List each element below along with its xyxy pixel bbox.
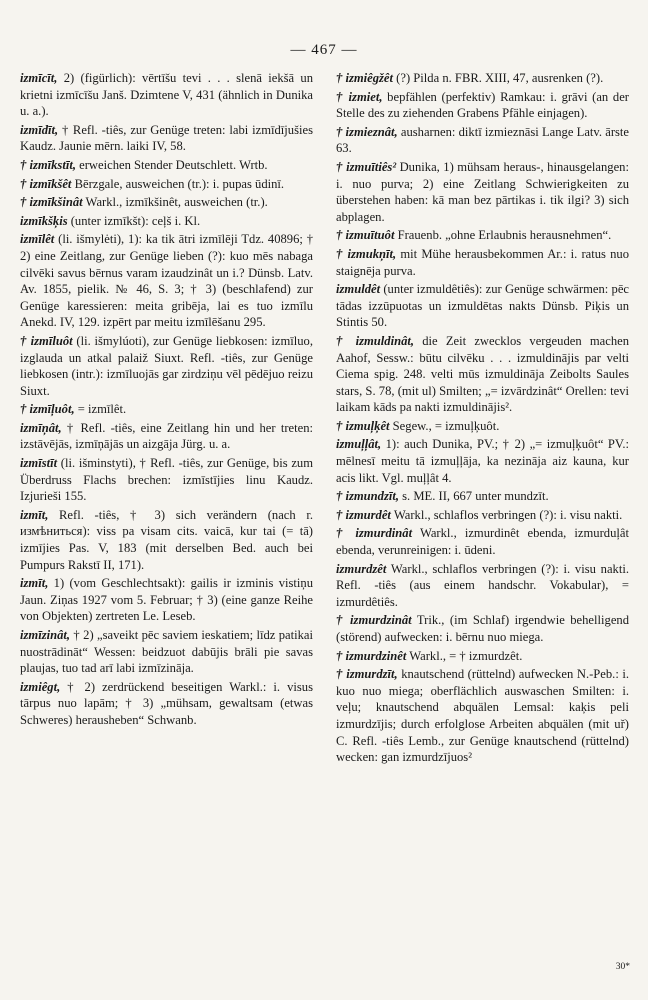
dictionary-entry [20, 575, 313, 625]
entry-headword: izmīkšķis [20, 213, 68, 228]
entry-definition: † 2) zerdrückend beseitigen Warkl.: i. visus tārpus nuo lapām; † 3) „mühsam, gewaltsam (etwas Schweres) herausheben“ Schwanb. [20, 679, 313, 727]
entry-definition: ausharnen: diktī izmieznāsi Lange Latv. ārste 63. [336, 124, 629, 156]
entry-headword: † izmieznât, [336, 124, 398, 139]
dictionary-entry [20, 333, 313, 399]
dictionary-entry [336, 612, 629, 645]
dictionary-entry [20, 679, 313, 729]
entry-definition: Warkl., izmurdinêt ebenda, izmurduļât ebenda, verunreinigen: i. ūdeni. [336, 526, 629, 558]
entry-headword: † izmurdinât [336, 526, 413, 541]
entry-headword: † izmiêgžêt [336, 71, 394, 85]
dictionary-entry [336, 418, 629, 435]
right-column [336, 70, 629, 768]
dictionary-entry [336, 488, 629, 505]
dictionary-entry [20, 401, 313, 418]
entry-definition: bepfählen (perfektiv) Ramkau: i. grāvi (an der Stelle des zu ziehenden Grabens Pfähle einjagen). [336, 89, 629, 121]
dictionary-entry [336, 159, 629, 225]
entry-headword: izmīt, [20, 576, 49, 591]
entry-definition: Warkl., schlaflos verbringen (?): i. visu nakti. Refl. -tiês (aus einem handschr. Vokabular), = izmurdêtiês. [336, 561, 629, 609]
entry-headword: † izmurdêt [336, 507, 391, 522]
signature-mark: 30* [615, 962, 630, 972]
dictionary-entry [336, 561, 629, 611]
dictionary-entry [336, 70, 629, 87]
dictionary-entry [336, 246, 629, 279]
entry-definition: Trik., (im Schlaf) irgendwie behelligend (störend) aufwecken: i. bērnu nuo miega. [336, 613, 629, 644]
entry-definition: (li. išmylėti), 1): ka tik ātri izmīlēji Tdz. 40896; † 2) eine Zeitlang, zur Genüge lieben (?): kuo mēs nabaga cilvēki savus bērnus varam izaudzinât un i.? Dünsb. Latv. Av. 1855, pielik. № 46, S. 3; † 3) (beschlafend) zur Genüge karessieren: meita gribēja, lai es tuo izmīlu Anekd. IV, 129. izpērt par meitu izmīlēšanu 295. [20, 232, 313, 330]
dictionary-entry [20, 213, 313, 230]
entry-headword: izmīcīt, [20, 71, 58, 85]
entry-headword: † izmīkšinât [20, 195, 83, 210]
entry-definition: = izmīlêt. [74, 402, 127, 417]
entry-headword: † izmīļuôt, [20, 402, 75, 417]
dictionary-entry [20, 507, 313, 573]
entry-headword: † izmuītiês² [336, 159, 397, 174]
entry-definition: 1) (vom Geschlechtsakt): gailis ir izminis vistiņu Jaun. Ziņas 1927 vom 5. Februar; † 3) (eine ganze Reihe von Objekten) zertreten Le. Leseb. [20, 576, 313, 624]
entry-headword: † izmurdzinât [336, 613, 412, 628]
page-number: — 467 — [290, 42, 358, 58]
entry-definition: Dunika, 1) mühsam heraus-, hinausgelangen: i. nuo purva; 2) eine Zeitlang Schwierigkeiten zu überstehen haben: kā man bez pārtikas i. tik ilgi? 3) sich abplagen. [336, 159, 629, 224]
dictionary-entry [336, 648, 629, 665]
dictionary-entry [336, 507, 629, 524]
dictionary-entry [336, 333, 629, 416]
dictionary-entry [20, 157, 313, 174]
entry-definition: (unter izmuldêtiês): zur Genüge schwärmen: pēc tādas izzūpuotas un izmuldētas nakts Dünsb. Piķis un Stintis 50. [336, 282, 629, 330]
entry-headword: izmuļļât, [336, 437, 382, 452]
entry-headword: izmīstīt [20, 456, 58, 471]
entry-definition: † 2) „saveikt pēc saviem ieskatiem; līdz patikai nuostrādināt“ Wessen: beidzuot dabūjis brāli pie savas plaujas, tuo tad arī labi izmīzināja. [20, 628, 313, 676]
entry-definition: knautschend (rüttelnd) aufwecken N.-Peb.: i. kuo nuo miega; oberflächlich auswaschen Smilten: i. veļu; knautschend abquälen Lemsal: kaķis peli izmurdzījis; durch erfolglose Arbeiten abquälen (mit uř) C. Refl. -tiês Lemb., zur Genüge knautschend (rüttelnd) wecken: gan izmurdzījuos² [336, 667, 630, 765]
dictionary-entry [20, 455, 313, 505]
entry-headword: izmīzinât, [20, 628, 71, 642]
entry-headword: † izmurdzinêt [336, 648, 407, 663]
entry-headword: † izmīkstīt, [20, 157, 76, 172]
entry-headword: † izmuļķêt [336, 418, 390, 433]
entry-definition: s. ME. II, 667 unter mundzīt. [399, 489, 549, 504]
entry-headword: † izmundzīt, [336, 489, 399, 504]
dictionary-entry [336, 666, 629, 766]
entry-definition: (unter izmīkšt): ceļš i. Kl. [67, 213, 201, 228]
entry-headword: † izmuldinât, [336, 333, 415, 348]
entry-headword: † izmurdzīt, [336, 667, 398, 682]
dictionary-entry [20, 70, 313, 120]
dictionary-entry [336, 124, 629, 157]
entry-headword: izmīņât, [20, 420, 62, 435]
entry-definition: Refl. -tiês, † 3) sich verändern (nach r. измѣниться): viss pa visam cits. vaicā, kur tai (= tā) izmījies Pas. V, 183 (mit derselben Bed. auch bei Pumpurs Rakstī II, 171). [20, 507, 313, 572]
entry-definition: (?) Pilda n. FBR. XIII, 47, ausrenken (?). [393, 71, 604, 85]
entry-definition: Segew., = izmuļķuôt. [389, 418, 500, 433]
dictionary-entry [336, 281, 629, 331]
entry-definition: erweichen Stender Deutschlett. Wrtb. [75, 157, 268, 172]
entry-definition: die Zeit zwecklos vergeuden machen Aahof, Sessw.: būtu cilvēku . . . izmuldinājis par velti Ciema spig. 248. velti mūs izmuldināja Zeibolts Saules stars, S. 78, (mit ul) Smilten; „= izvārdzinât“ Orellen: tevi laikam kāds pa nakti izmuldinājis². [336, 333, 629, 415]
entry-definition: † Refl. -tiês, zur Genüge treten: labi izmīdījušies Kaudz. Jaunie mērn. laiki IV, 58. [20, 122, 313, 154]
entry-definition: Frauenb. „ohne Erlaubnis herausnehmen“. [394, 228, 612, 243]
entry-definition: mit Mühe herausbekommen Ar.: i. ratus nuo staignēja purva. [336, 246, 630, 278]
entry-definition: (li. išminstyti), † Refl. -tiês, zur Genüge, bis zum Überdruss Flachs brechen: izmīstījies linu Kaudz. Izjurieši 155. [20, 456, 313, 504]
entry-headword: † izmīkšêt [20, 176, 72, 191]
dictionary-entry [20, 176, 313, 193]
entry-headword: izmīdīt, [20, 122, 59, 137]
entry-definition: 2) (figürlich): vērtīšu tevi . . . slenā iekšā un krietni izmīcīšu Janš. Dzimtene V, 431 (ähnlich in Dunika u. a.). [20, 71, 313, 119]
entry-headword: † izmukņīt, [336, 246, 397, 261]
left-column [20, 70, 313, 731]
entry-headword: izmīt, [20, 507, 49, 522]
entry-headword: † izmīluôt [20, 333, 73, 348]
dictionary-entry [336, 227, 629, 244]
entry-definition: Warkl., izmīkšinêt, ausweichen (tr.). [82, 195, 268, 210]
entry-definition: Bērzgale, ausweichen (tr.): i. pupas ūdinī. [71, 176, 285, 191]
dictionary-entry [20, 627, 313, 677]
entry-headword: izmīlêt [20, 232, 55, 247]
entry-definition: 1): auch Dunika, PV.; † 2) „= izmuļķuôt“ PV.: mēlnesī meitu tā izmuļļāja, ka nezināja aiz kauna, kur acis likt. Vgl. muļļât 4. [336, 437, 629, 485]
entry-definition: † Refl. -tiês, eine Zeitlang hin und her treten: izstāvējās, izmīņājās un aizgāja Jürg. u. a. [20, 420, 313, 452]
entry-headword: † izmiet, [336, 89, 383, 104]
entry-headword: izmiêgt, [20, 679, 61, 694]
dictionary-entry [20, 231, 313, 331]
entry-definition: (li. išmylúoti), zur Genüge liebkosen: izmīluo, izglauda un atkal palaiž Siuxt. Refl. -tiês, zur Genüge liebkosen (intr.): izmīluojās gar zirdziņu vēl pēdējuo reizu Siuxt. [20, 333, 313, 398]
entry-definition: Warkl., schlaflos verbringen (?): i. visu nakti. [390, 507, 623, 522]
dictionary-entry [336, 89, 629, 122]
entry-definition: Warkl., = † izmurdzêt. [406, 648, 523, 663]
dictionary-entry [336, 436, 629, 486]
entry-headword: † izmuītuôt [336, 228, 395, 243]
dictionary-entry [20, 122, 313, 155]
entry-headword: izmuldêt [336, 282, 381, 297]
dictionary-entry [336, 525, 629, 558]
dictionary-entry [20, 420, 313, 453]
entry-headword: izmurdzêt [336, 561, 387, 576]
dictionary-entry [20, 194, 313, 211]
